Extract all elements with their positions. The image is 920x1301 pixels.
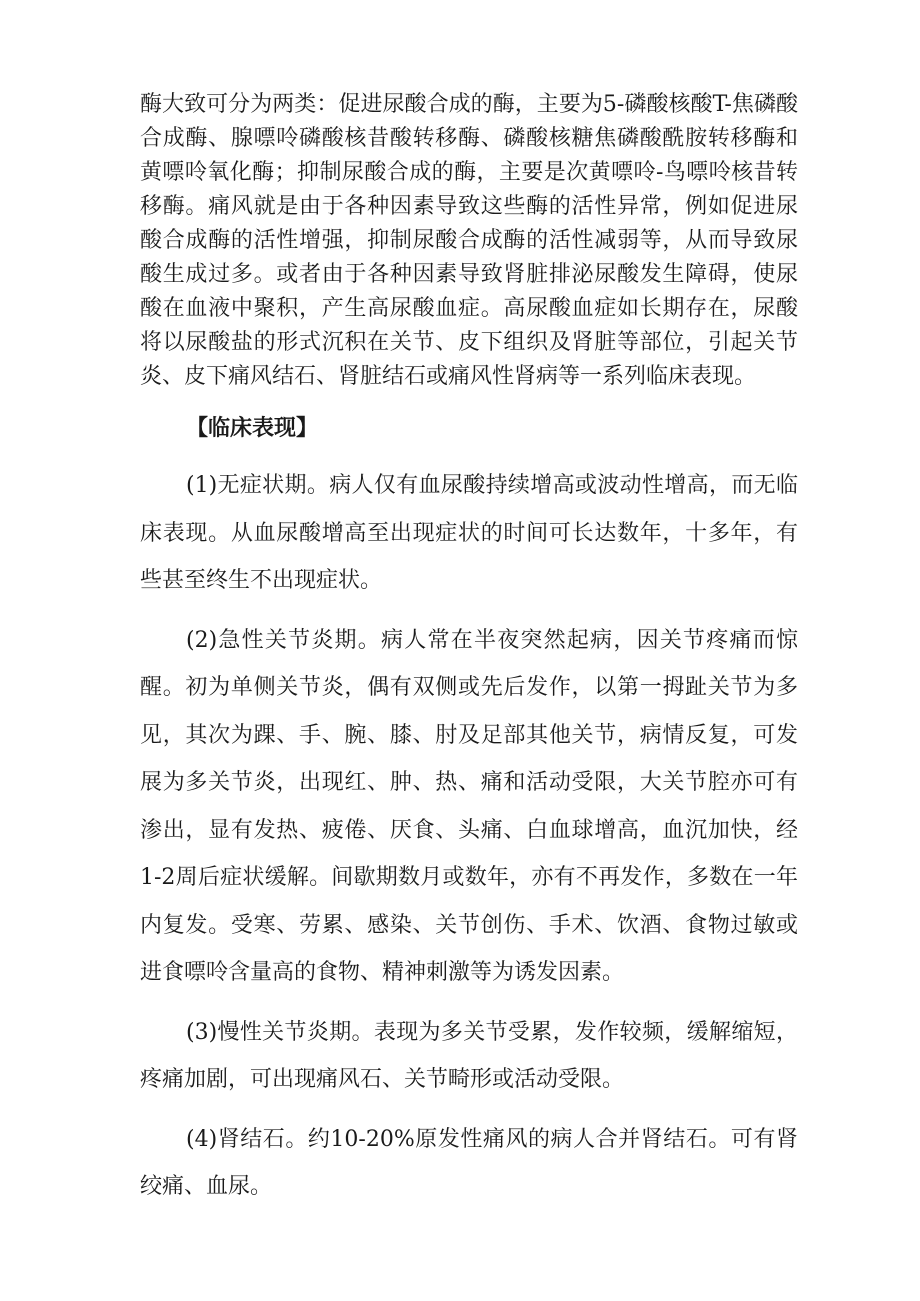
paragraph-asymptomatic-stage: (1)无症状期。病人仅有血尿酸持续增高或波动性增高，而无临床表现。从血尿酸增高至出现症状的时间可长达数年，十多年，有些甚至终生不出现症状。 — [140, 473, 798, 593]
paragraph-chronic-arthritis-stage: (3)慢性关节炎期。表现为多关节受累，发作较频，缓解缩短，疼痛加剧，可出现痛风石、关节畸形或活动受限。 — [140, 1019, 798, 1092]
paragraph-kidney-stone: (4)肾结石。约10-20%原发性痛风的病人合并肾结石。可有肾绞痛、血尿。 — [140, 1126, 798, 1199]
paragraph-acute-arthritis-stage: (2)急性关节炎期。病人常在半夜突然起病，因关节疼痛而惊醒。初为单侧关节炎，偶有双侧或先后发作，以第一拇趾关节为多见，其次为踝、手、腕、膝、肘及足部其他关节，病情反复，可发展为多关节炎，出现红、肿、热、痛和活动受限，大关节腔亦可有渗出，显有发热、疲倦、厌食、头痛、白血球增高，血沉加快，经1-2周后症状缓解。间歇期数月或数年，亦有不再发作，多数在一年内复发。受寒、劳累、感染、关节创伤、手术、饮酒、食物过敏或进食嘌呤含量高的食物、精神刺激等为诱发因素。 — [140, 627, 798, 985]
intro-paragraph: 酶大致可分为两类：促进尿酸合成的酶，主要为5-磷酸核酸T-焦磷酸合成酶、腺嘌呤磷酸核昔酸转移酶、磷酸核糖焦磷酸酰胺转移酶和黄嘌呤氧化酶；抑制尿酸合成的酶，主要是次黄嘌呤-鸟嘌呤核昔转移酶。痛风就是由于各种因素导致这些酶的活性异常，例如促进尿酸合成酶的活性增强，抑制尿酸合成酶的活性减弱等，从而导致尿酸生成过多。或者由于各种因素导致肾脏排泌尿酸发生障碍，使尿酸在血液中聚积，产生高尿酸血症。高尿酸血症如长期存在，尿酸将以尿酸盐的形式沉积在关节、皮下组织及肾脏等部位，引起关节炎、皮下痛风结石、肾脏结石或痛风性肾病等一系列临床表现。 — [140, 92, 798, 389]
section-heading: 【临床表现】 — [186, 416, 319, 441]
